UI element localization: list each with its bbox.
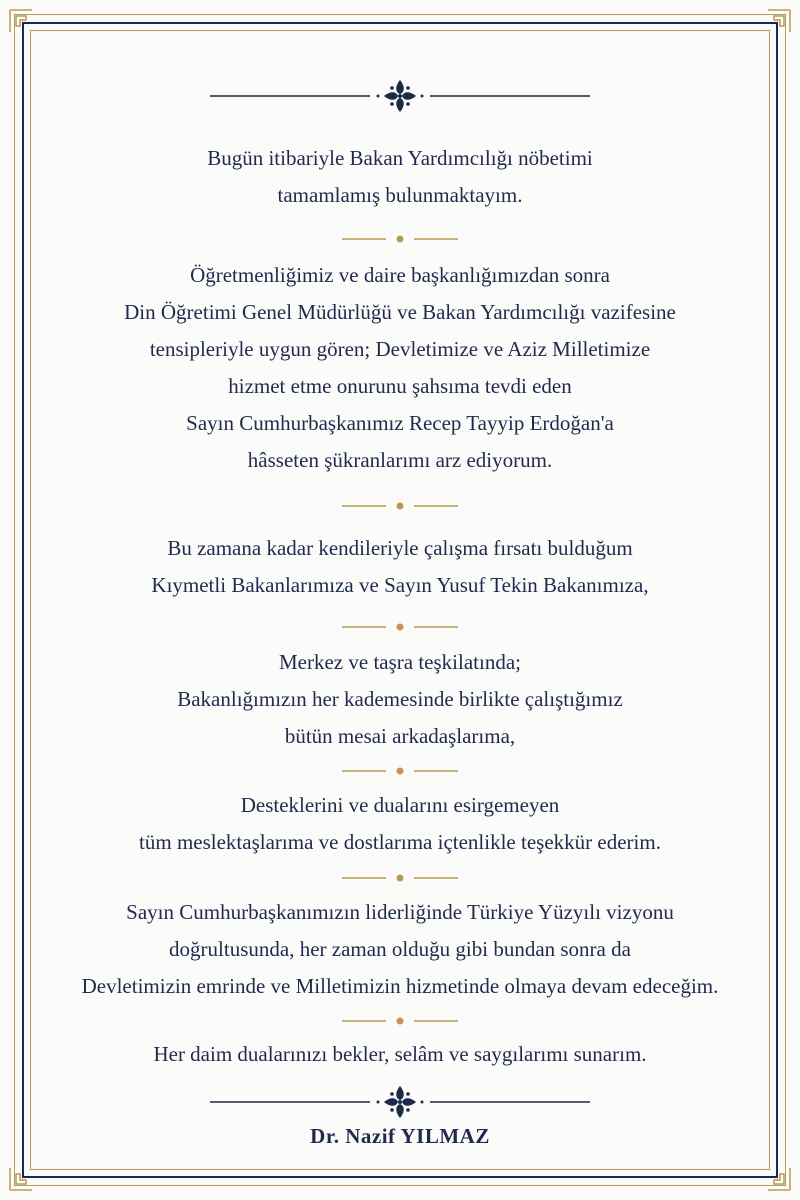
gold-dot-divider-icon [0, 871, 800, 885]
text-line: Din Öğretimi Genel Müdürlüğü ve Bakan Yardımcılığı vazifesine [124, 300, 676, 324]
floral-divider-icon [0, 1082, 800, 1122]
floral-divider-icon [0, 76, 800, 116]
text-line: Öğretmenliğimiz ve daire başkanlığımızdan sonra [190, 263, 610, 287]
text-line: Merkez ve taşra teşkilatında; [279, 650, 521, 674]
text-line: Kıymetli Bakanlarımıza ve Sayın Yusuf Tekin Bakanımıza, [151, 573, 649, 597]
corner-ornament-icon [766, 1166, 792, 1192]
paragraph-7 [40, 1036, 760, 1073]
paragraph-1 [40, 140, 760, 214]
paragraph-2 [40, 257, 760, 479]
gold-dot-divider-icon [0, 232, 800, 246]
paragraph-3 [40, 530, 760, 604]
gold-dot-divider-icon [0, 499, 800, 513]
signature: Dr. Nazif YILMAZ [310, 1124, 490, 1148]
text-line: bütün mesai arkadaşlarıma, [284, 724, 516, 748]
text-line: Sayın Cumhurbaşkanımızın liderliğinde Türkiye Yüzyılı vizyonu [126, 900, 674, 924]
paragraph-5 [40, 787, 760, 861]
text-line: tamamlamış bulunmaktayım. [277, 183, 523, 207]
gold-dot-divider-icon [0, 764, 800, 778]
paragraph-6 [40, 894, 760, 1005]
text-line: Devletimizin emrinde ve Milletimizin hizmetinde olmaya devam edeceğim. [81, 974, 719, 998]
corner-ornament-icon [766, 8, 792, 34]
text-line: tensipleriyle uygun gören; Devletimize ve Aziz Milletimize [149, 337, 651, 361]
corner-ornament-icon [8, 8, 34, 34]
text-line: tüm meslektaşlarıma ve dostlarıma içtenlikle teşekkür ederim. [139, 830, 661, 854]
text-line: Bugün itibariyle Bakan Yardımcılığı nöbetimi [207, 146, 593, 170]
gold-dot-divider-icon [0, 1014, 800, 1028]
text-line: Her daim dualarınızı bekler, selâm ve saygılarımı sunarım. [153, 1042, 647, 1066]
text-line: hâsseten şükranlarımı arz ediyorum. [247, 448, 553, 472]
text-line: doğrultusunda, her zaman olduğu gibi bundan sonra da [169, 937, 631, 961]
gold-dot-divider-icon [0, 620, 800, 634]
corner-ornament-icon [8, 1166, 34, 1192]
text-line: Bu zamana kadar kendileriyle çalışma fırsatı bulduğum [167, 536, 633, 560]
text-line: Desteklerini ve dualarını esirgemeyen [240, 793, 560, 817]
text-line: Bakanlığımızın her kademesinde birlikte çalıştığımız [177, 687, 623, 711]
text-line: Sayın Cumhurbaşkanımız Recep Tayyip Erdoğan'a [186, 411, 614, 435]
text-line: hizmet etme onurunu şahsıma tevdi eden [228, 374, 572, 398]
paragraph-4 [40, 644, 760, 755]
